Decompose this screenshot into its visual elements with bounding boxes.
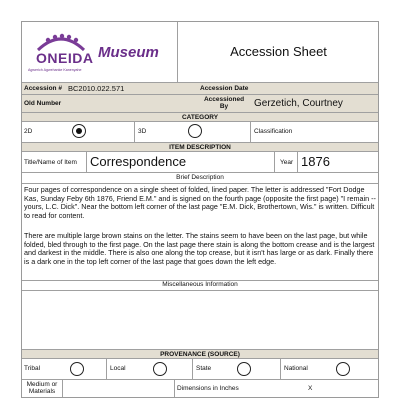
- old-number-value[interactable]: [82, 97, 192, 109]
- provenance-national-radio[interactable]: [336, 362, 350, 376]
- provenance-header: PROVENANCE (SOURCE): [22, 349, 378, 359]
- misc-info-field[interactable]: [22, 291, 378, 349]
- provenance-local-radio[interactable]: [153, 362, 167, 376]
- dimensions-separator: X: [308, 385, 313, 392]
- provenance-national-label: National: [284, 365, 308, 372]
- dimensions-label: Dimensions in Inches: [177, 385, 239, 392]
- classification-label: Classification: [254, 128, 293, 135]
- accession-date-value[interactable]: [254, 84, 374, 94]
- museum-label: Museum: [98, 44, 159, 61]
- medium-materials-field[interactable]: [63, 380, 173, 396]
- accession-sheet: [21, 21, 379, 398]
- logo-emblem-icon: [26, 30, 96, 52]
- accession-number-label: Accession #: [24, 85, 62, 92]
- category-3d-radio[interactable]: [188, 124, 202, 138]
- item-title-value[interactable]: Correspondence: [90, 154, 187, 169]
- misc-info-label: Miscellaneous Information: [162, 281, 238, 288]
- category-header: CATEGORY: [22, 112, 378, 122]
- accession-date-label: Accession Date: [200, 85, 249, 92]
- provenance-tribal-label: Tribal: [24, 365, 41, 372]
- provenance-local-label: Local: [110, 365, 126, 372]
- brief-description-paragraph-1[interactable]: Four pages of correspondence on a single sheet of folded, lined paper. The letter is addressed "Fort Dodge Kas, Sunday Feby 6th 1876, Friend E.M." and is signed on the fourth page (opposite the first page) "I remain -- yours, L.C. Dick". Near the bottom left corner of the last page "E.M. Dick, Brothertown, Wis." is written. Difficult to read for content.: [24, 185, 376, 220]
- sheet-title: Accession Sheet: [230, 44, 327, 59]
- brief-description-paragraph-2[interactable]: There are multiple large brown stains on the letter. The stains seem to have been on the last page, but while folded, bled through to the first page. On the last page there stain is along the bottom crease and is the largest and darkest in the middle. There is also one along the top crease, but it isn't has large or as dark. Finally there is a dark one in the top left corner of the last page that goes down the left edge.: [24, 231, 375, 266]
- accession-number-value[interactable]: BC2010.022.571: [68, 84, 125, 93]
- accessioned-by-value[interactable]: Gerzetich, Courtney: [254, 98, 343, 109]
- provenance-state-radio[interactable]: [237, 362, 251, 376]
- medium-materials-label: Medium or Materials: [26, 381, 58, 395]
- category-2d-radio[interactable]: [72, 124, 86, 138]
- logo-tagline: Agwerich Agwehanke Kanenyahe: [28, 68, 82, 72]
- oneida-logo: [26, 30, 96, 80]
- provenance-state-label: State: [196, 365, 212, 372]
- brief-description-label: Brief Description: [176, 174, 224, 181]
- provenance-tribal-radio[interactable]: [70, 362, 84, 376]
- item-description-header: ITEM DESCRIPTION: [22, 142, 378, 152]
- item-title-label: Title/Name of Item: [24, 159, 77, 166]
- year-value[interactable]: 1876: [301, 154, 330, 169]
- year-label: Year: [280, 159, 294, 166]
- old-number-label: Old Number: [24, 100, 62, 107]
- accessioned-by-label: Accessioned By: [203, 96, 245, 110]
- category-2d-label: 2D: [24, 128, 33, 135]
- category-3d-label: 3D: [138, 128, 147, 135]
- logo-wordmark: ONEIDA: [36, 50, 94, 66]
